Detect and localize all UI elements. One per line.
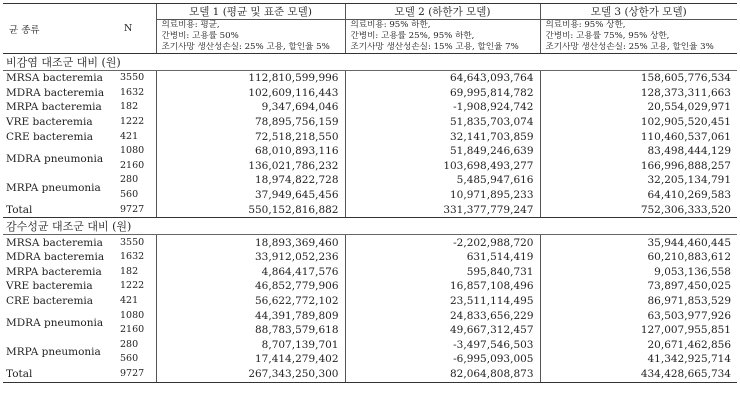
total-model3: 434,428,665,734 xyxy=(540,367,737,383)
model1-cell: 17,414,279,402 xyxy=(156,352,345,367)
model3-cell: 128,373,311,663 xyxy=(540,86,737,101)
model2-cell: 49,667,312,457 xyxy=(345,323,540,338)
model3-cell: 166,996,888,257 xyxy=(540,159,737,174)
model2-condition-1: 의료비용: 95% 하한, xyxy=(345,20,540,32)
model2-cell: -6,995,093,005 xyxy=(345,352,540,367)
table-row xyxy=(3,235,737,250)
model1-cell: 9,347,694,046 xyxy=(156,100,345,115)
n-cell: 182 xyxy=(120,101,139,113)
pathogen-cell: MDRA pneumonia xyxy=(6,316,104,329)
total-row xyxy=(3,367,737,383)
model1-cell: 18,974,822,728 xyxy=(156,173,345,188)
pathogen-cell: MDRA bacteremia xyxy=(6,86,105,99)
table-row xyxy=(3,100,737,115)
n-cell: 2160 xyxy=(120,159,145,171)
n-cell: 182 xyxy=(120,265,139,277)
model2-header: 모델 2 (하한가 모델) xyxy=(345,4,540,20)
model2-cell: 23,511,114,495 xyxy=(345,294,540,309)
model3-cell: 41,342,925,714 xyxy=(540,352,737,367)
pathogen-cell: VRE bacteremia xyxy=(6,280,93,293)
n-cell: 421 xyxy=(120,295,139,307)
model1-cell: 8,707,139,701 xyxy=(156,338,345,353)
model1-condition-2: 간병비: 고용률 50% xyxy=(156,31,345,42)
model2-cell: 32,141,703,859 xyxy=(345,129,540,144)
model1-cell: 102,609,116,443 xyxy=(156,86,345,101)
table-row xyxy=(3,144,737,159)
model2-condition-3: 조기사망 생산성손실: 15% 고용, 할인율 7% xyxy=(345,42,540,54)
model2-cell: -1,908,924,742 xyxy=(345,100,540,115)
table-row xyxy=(3,308,737,323)
model3-cell: 32,205,134,791 xyxy=(540,173,737,188)
model1-header: 모델 1 (평균 및 표준 모델) xyxy=(156,4,345,20)
total-n: 9727 xyxy=(116,202,156,218)
pathogen-cell: MRPA bacteremia xyxy=(6,101,102,114)
table-row xyxy=(3,338,737,353)
model2-condition-2: 간병비: 고용률 25%, 95% 하한, xyxy=(345,31,540,42)
total-model3: 752,306,333,520 xyxy=(540,202,737,218)
model2-cell: -3,497,546,503 xyxy=(345,338,540,353)
n-cell: 1222 xyxy=(120,280,145,292)
model3-cell: 86,971,853,529 xyxy=(540,294,737,309)
pathogen-cell: MRSA bacteremia xyxy=(6,72,103,85)
pathogen-cell: VRE bacteremia xyxy=(6,116,93,129)
n-cell: 421 xyxy=(120,130,139,142)
n-cell: 2160 xyxy=(120,324,145,336)
n-cell: 560 xyxy=(120,353,139,365)
table-row xyxy=(3,279,737,294)
section-title: 감수성균 대조군 대비 (원) xyxy=(3,218,737,235)
table-row xyxy=(3,129,737,144)
model3-cell: 127,007,955,851 xyxy=(540,323,737,338)
model1-cell: 88,783,579,618 xyxy=(156,323,345,338)
n-cell: 280 xyxy=(120,338,139,350)
pathogen-cell: MRPA pneumonia xyxy=(6,181,101,194)
total-model2: 331,377,779,247 xyxy=(345,202,540,218)
model2-cell: 51,849,246,639 xyxy=(345,144,540,159)
model1-cell: 33,912,052,236 xyxy=(156,250,345,265)
section2-rows xyxy=(3,235,737,367)
model1-cell: 18,893,369,460 xyxy=(156,235,345,250)
model3-header: 모델 3 (상한가 모델) xyxy=(540,4,737,20)
model2-cell: -2,202,988,720 xyxy=(345,235,540,250)
n-cell: 1080 xyxy=(120,309,145,321)
model1-cell: 68,010,893,116 xyxy=(156,144,345,159)
model3-cell: 20,554,029,971 xyxy=(540,100,737,115)
total-row xyxy=(3,202,737,218)
pathogen-cell: MRPA bacteremia xyxy=(6,265,102,278)
model2-cell: 595,840,731 xyxy=(345,265,540,280)
table-row xyxy=(3,294,737,309)
n-cell: 1632 xyxy=(120,251,145,263)
total-model1: 550,152,816,882 xyxy=(156,202,345,218)
model2-cell: 631,514,419 xyxy=(345,250,540,265)
table-row xyxy=(3,250,737,265)
model1-cell: 136,021,786,232 xyxy=(156,159,345,174)
pathogen-column-header: 균 종류 xyxy=(3,4,116,54)
model3-cell: 83,498,444,129 xyxy=(540,144,737,159)
model1-cell: 46,852,779,906 xyxy=(156,279,345,294)
model2-cell: 69,995,814,782 xyxy=(345,86,540,101)
model2-cell: 10,971,895,233 xyxy=(345,188,540,203)
pathogen-cell: MRPA pneumonia xyxy=(6,346,101,359)
model3-condition-2: 간병비: 고용률 75%, 95% 상한, xyxy=(540,31,737,42)
model3-cell: 64,410,269,583 xyxy=(540,188,737,203)
model3-cell: 60,210,883,612 xyxy=(540,250,737,265)
model3-cell: 63,503,977,926 xyxy=(540,308,737,323)
model1-cell: 56,622,772,102 xyxy=(156,294,345,309)
model1-condition-3: 조기사망 생산성손실: 25% 고용, 할인율 5% xyxy=(156,42,345,54)
model3-cell: 102,905,520,451 xyxy=(540,115,737,130)
section-title: 비감염 대조군 대비 (원) xyxy=(3,54,737,71)
model3-cell: 9,053,136,558 xyxy=(540,265,737,280)
pathogen-cell: CRE bacteremia xyxy=(6,295,94,308)
model1-cell: 78,895,756,159 xyxy=(156,115,345,130)
model1-cell: 72,518,218,550 xyxy=(156,129,345,144)
n-cell: 1632 xyxy=(120,86,145,98)
model1-cell: 44,391,789,809 xyxy=(156,308,345,323)
model1-cell: 37,949,645,456 xyxy=(156,188,345,203)
model1-condition-1: 의료비용: 평균, xyxy=(156,20,345,32)
n-cell: 280 xyxy=(120,174,139,186)
n-cell: 1080 xyxy=(120,145,145,157)
model2-cell: 51,835,703,074 xyxy=(345,115,540,130)
n-cell: 1222 xyxy=(120,116,145,128)
table-row xyxy=(3,265,737,280)
pathogen-cell: MDRA bacteremia xyxy=(6,251,105,264)
model3-condition-3: 조기사망 생산성손실: 25% 고용, 할인율 3% xyxy=(540,42,737,54)
total-n: 9727 xyxy=(116,367,156,383)
total-model2: 82,064,808,873 xyxy=(345,367,540,383)
total-model1: 267,343,250,300 xyxy=(156,367,345,383)
n-cell: 3550 xyxy=(120,236,145,248)
model3-cell: 73,897,450,025 xyxy=(540,279,737,294)
table-row xyxy=(3,115,737,130)
n-cell: 3550 xyxy=(120,72,145,84)
model1-cell: 4,864,417,576 xyxy=(156,265,345,280)
model3-cell: 158,605,776,534 xyxy=(540,71,737,86)
pathogen-cell: MRSA bacteremia xyxy=(6,236,103,249)
model2-cell: 16,857,108,496 xyxy=(345,279,540,294)
model3-cell: 20,671,462,856 xyxy=(540,338,737,353)
model2-cell: 24,833,656,229 xyxy=(345,308,540,323)
cost-table xyxy=(3,3,737,383)
total-label: Total xyxy=(3,202,116,218)
table-row xyxy=(3,86,737,101)
model2-cell: 103,698,493,277 xyxy=(345,159,540,174)
table-row xyxy=(3,71,737,86)
section1-rows xyxy=(3,71,737,203)
pathogen-cell: MDRA pneumonia xyxy=(6,152,104,165)
model2-cell: 64,643,093,764 xyxy=(345,71,540,86)
total-label: Total xyxy=(3,367,116,383)
pathogen-cell: CRE bacteremia xyxy=(6,130,94,143)
n-cell: 560 xyxy=(120,189,139,201)
model3-cell: 35,944,460,445 xyxy=(540,235,737,250)
model3-condition-1: 의료비용: 95% 상한, xyxy=(540,20,737,32)
model2-cell: 5,485,947,616 xyxy=(345,173,540,188)
model1-cell: 112,810,599,996 xyxy=(156,71,345,86)
model3-cell: 110,460,537,061 xyxy=(540,129,737,144)
table-row xyxy=(3,173,737,188)
n-column-header: N xyxy=(116,4,156,54)
